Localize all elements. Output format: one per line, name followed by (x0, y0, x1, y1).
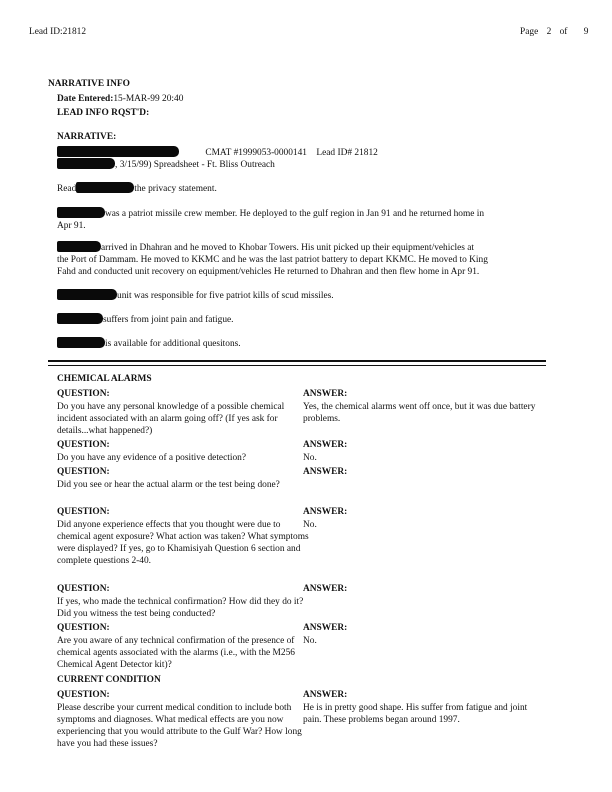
lead-info-rqstd: LEAD INFO RQST'D: (57, 108, 150, 118)
source-line (57, 158, 275, 171)
chemical-alarms-heading: CHEMICAL ALARMS (57, 374, 152, 384)
current-condition-heading: CURRENT CONDITION (57, 675, 161, 685)
answer-text: Yes, the chemical alarms went off once, but it was due battery problems. (303, 402, 536, 424)
redaction-block (57, 313, 103, 324)
answer-label: ANSWER: (303, 467, 348, 477)
question-text: Are you aware of any technical confirmation of the presence of chemical agents associated with the alarms (i.e., with the M256 Chemical Agent Detector kit)? (57, 636, 295, 670)
page-indicator (520, 26, 588, 38)
answer-text: He is in pretty good shape. His suffer from fatigue and joint pain. These problems began around 1997. (303, 703, 528, 725)
date-entered-row (57, 93, 183, 105)
answer-text: No. (303, 453, 317, 463)
question-text: Did anyone experience effects that you thought were due to chemical agent exposure? What action was taken? What symptoms were displayed? If yes, go to Khamisiyah Question 6 section and complete questions 2-40. (57, 520, 309, 566)
narrative-paragraph-2 (57, 241, 547, 278)
question-text: Do you have any evidence of a positive detection? (57, 453, 246, 463)
p3-text: unit was responsible for five patriot kills of scud missiles. (117, 291, 334, 301)
narrative-paragraph-3 (57, 289, 334, 302)
cmat-text: CMAT #1999053-0000141 Lead ID# 21812 (205, 148, 378, 158)
narrative-paragraph-5 (57, 337, 241, 350)
page-label: Page (520, 27, 539, 37)
question-text: Did you see or hear the actual alarm or the test being done? (57, 480, 280, 490)
redaction-block (76, 182, 134, 193)
p5-text: is available for additional quesitons. (105, 339, 241, 349)
answer-label: ANSWER: (303, 690, 348, 700)
narrative-paragraph-1 (57, 207, 537, 232)
source-text: , 3/15/99) Spreadsheet - Ft. Bliss Outreach (115, 160, 275, 170)
redaction-block (57, 289, 117, 300)
p4-text: suffers from joint pain and fatigue. (103, 315, 234, 325)
redaction-block (57, 207, 105, 218)
answer-label: ANSWER: (303, 389, 348, 399)
answer-label: ANSWER: (303, 584, 348, 594)
redaction-block (57, 158, 115, 169)
answer-label: ANSWER: (303, 623, 348, 633)
question-label: QUESTION: (57, 467, 110, 477)
question-label: QUESTION: (57, 584, 110, 594)
answer-label: ANSWER: (303, 507, 348, 517)
p1-text-2: Apr 91. (57, 221, 86, 231)
p2-text: arrived in Dhahran and he moved to Khobar Towers. His unit picked up their equipment/vehicles at (101, 243, 475, 253)
date-entered-label: Date Entered: (57, 94, 114, 104)
question-label: QUESTION: (57, 389, 110, 399)
page-of: of (559, 27, 568, 37)
p2-text-3: Fahd and conducted unit recovery on equipment/vehicles He returned to Dhahran and then flew home in Apr 91. (57, 267, 480, 277)
redaction-block (57, 241, 101, 252)
narrative-paragraph-4 (57, 313, 234, 326)
p2-text-2: the Port of Dammam. He moved to KKMC and he was the last patriot battery to depart KKMC. He moved to King (57, 255, 488, 265)
lead-id-header: Lead ID:21812 (29, 27, 87, 37)
question-label: QUESTION: (57, 507, 110, 517)
answer-label: ANSWER: (303, 440, 348, 450)
page-total: 9 (583, 27, 589, 37)
question-text: Do you have any personal knowledge of a possible chemical incident associated with an alarm going off? (If yes ask for details...what happened?) (57, 402, 285, 436)
answer-text: No. (303, 636, 317, 646)
answer-text: No. (303, 520, 317, 530)
privacy-line (57, 182, 217, 195)
date-entered-value: 15-MAR-99 20:40 (113, 94, 184, 104)
narrative-heading: NARRATIVE: (57, 132, 117, 142)
p1-text: was a patriot missile crew member. He deployed to the gulf region in Jan 91 and he returned home in (105, 209, 485, 219)
read-prefix: Read (57, 184, 77, 194)
question-text: Please describe your current medical condition to include both symptoms and diagnoses. What medical effects are you now experiencing that you would attribute to the Gulf War? How long have you had these issues? (57, 703, 302, 749)
section-divider-thin (48, 365, 546, 366)
question-text: If yes, who made the technical confirmation? How did they do it? Did you witness the test being conducted? (57, 597, 304, 619)
page-number: 2 (546, 27, 552, 37)
question-label: QUESTION: (57, 440, 110, 450)
narrative-info-heading: NARRATIVE INFO (48, 79, 130, 89)
section-divider (48, 360, 546, 362)
question-label: QUESTION: (57, 623, 110, 633)
redaction-block (57, 146, 179, 157)
redaction-block (57, 337, 105, 348)
read-suffix: the privacy statement. (134, 184, 217, 194)
question-label: QUESTION: (57, 690, 110, 700)
